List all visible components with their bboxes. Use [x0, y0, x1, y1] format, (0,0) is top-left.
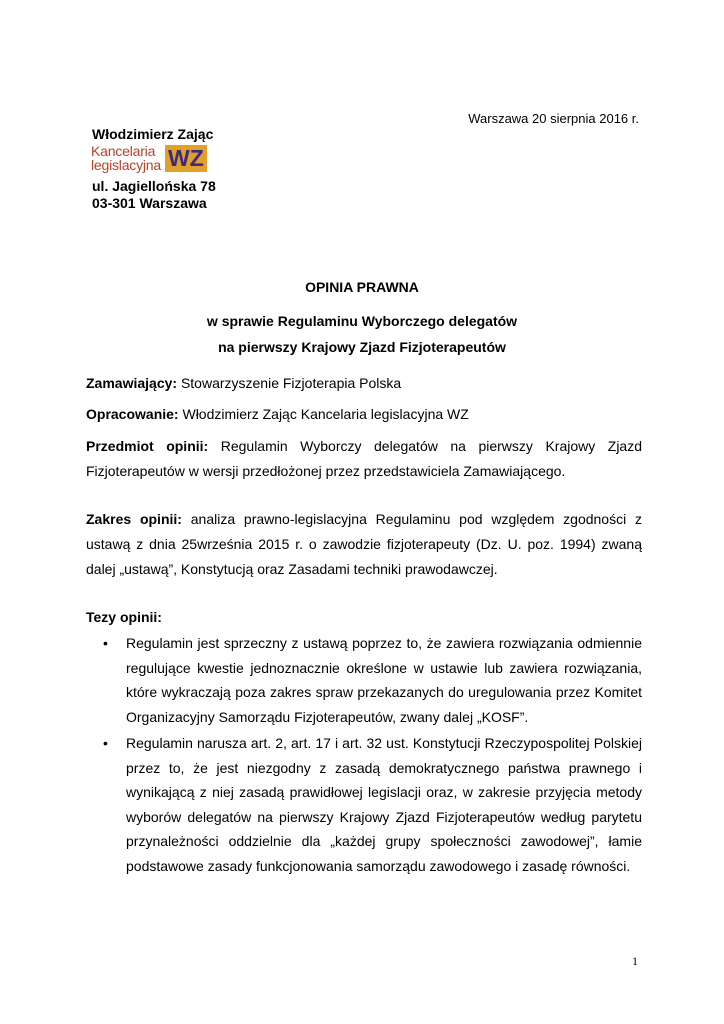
page-number: 1: [632, 954, 638, 968]
field-przedmiot: [86, 434, 642, 484]
document-title: OPINIA PRAWNA: [305, 279, 419, 295]
subtitle-line-1: w sprawie Regulaminu Wyborczego delegatów: [206, 313, 518, 329]
address-street: ul. Jagiellońska 78: [92, 178, 216, 194]
field-opracowanie: [86, 402, 642, 427]
field-label: Zakres opinii:: [86, 511, 182, 527]
field-zakres: [86, 507, 642, 582]
logo-line-2: legislacyjna: [91, 157, 161, 173]
author-name: Włodzimierz Zając: [92, 126, 214, 142]
document-subtitle: [0, 308, 724, 360]
field-value: Regulamin Wyborczy delegatów na pierwszy Krajowy Zjazd Fizjoterapeutów w wersji przedłożonej przez przedstawiciela Zamawiającego.: [86, 438, 642, 479]
thesis-text: Regulamin narusza art. 2, art. 17 i art. 32 ust. Konstytucji Rzeczypospolitej Polskiej przez to, że jest niezgodny z zasadą demokratycznego państwa prawnego i wynikającą z niej zasadą prawidłowej legislacji oraz, w zakresie przyjęcia metody wyborów delegatów na pierwszy Krajowy Zjazd Fizjoterapeutów według parytetu przynależności oddzielnie dla „każdej grupy społeczności zawodowej”, łamie podstawowe zasady funkcjonowania samorządu zawodowego i zasadę równości.: [126, 735, 642, 874]
field-label: Opracowanie:: [86, 406, 179, 422]
list-item: [86, 631, 642, 729]
subtitle-line-2: na pierwszy Krajowy Zjazd Fizjoterapeutów: [218, 339, 506, 355]
field-label: Przedmiot opinii:: [86, 438, 209, 454]
field-label: Zamawiający:: [86, 375, 178, 391]
logo-line-1: Kancelaria: [91, 143, 156, 159]
field-value: Włodzimierz Zając Kancelaria legislacyjna WZ: [182, 406, 469, 422]
address-city: 03-301 Warszawa: [92, 195, 207, 211]
document-date: Warszawa 20 sierpnia 2016 r.: [468, 111, 639, 126]
field-zamawiajacy: [86, 371, 642, 396]
tezy-heading: Tezy opinii:: [86, 609, 162, 625]
tezy-list: [86, 631, 642, 880]
author-address: [92, 178, 216, 212]
list-item: [86, 731, 642, 878]
logo-wz-mark: WZ: [165, 145, 207, 172]
kancelaria-logo: [91, 144, 207, 172]
field-value: analiza prawno-legislacyjna Regulaminu pod względem zgodności z ustawą z dnia 25września 2015 r. o zawodzie fizjoterapeuty (Dz. U. poz. 1994) zwaną dalej „ustawą”, Konstytucją oraz Zasadami techniki prawodawczej.: [86, 511, 643, 577]
thesis-text: Regulamin jest sprzeczny z ustawą poprzez to, że zawiera rozwiązania odmiennie regulujące kwestie jednoznacznie określone w ustawie lub zawiera rozwiązania, które wykraczają poza zakres spraw przekazanych do uregulowania przez Komitet Organizacyjny Samorządu Fizjoterapeutów, zwany dalej „KOSF”.: [126, 635, 642, 725]
logo-text: [91, 144, 161, 172]
bullet-icon: •: [103, 735, 108, 751]
bullet-icon: •: [103, 635, 108, 651]
field-value: Stowarzyszenie Fizjoterapia Polska: [180, 375, 402, 391]
